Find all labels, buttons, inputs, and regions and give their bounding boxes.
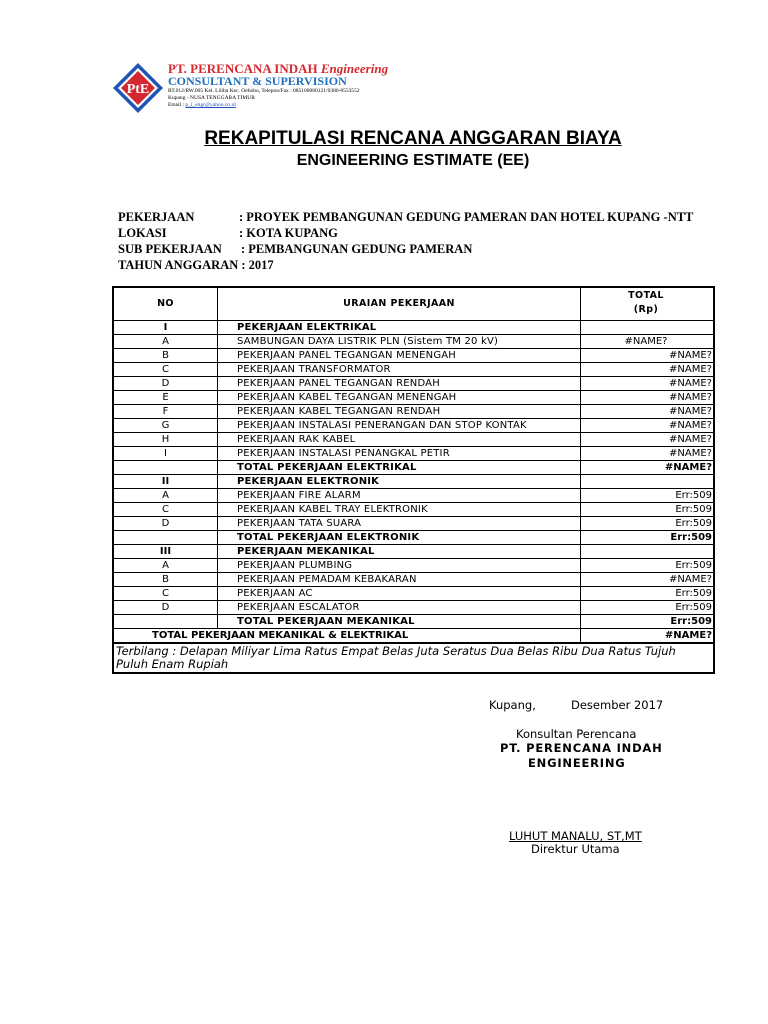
header-total-label: TOTAL	[628, 290, 664, 301]
company-logo	[112, 62, 164, 114]
table-row	[114, 348, 713, 362]
table-row	[114, 502, 713, 516]
table-row	[114, 600, 713, 614]
sub-pekerjaan-value: : PEMBANGUNAN GEDUNG PAMERAN	[241, 242, 473, 256]
row-total: Err:509	[670, 616, 712, 627]
header-no: NO	[157, 298, 174, 309]
table-row	[114, 334, 713, 348]
header-total	[580, 288, 713, 320]
table-row	[114, 418, 713, 432]
pekerjaan-value: : PROYEK PEMBANGUNAN GEDUNG PAMERAN DAN HOTEL KUPANG -NTT	[239, 210, 694, 224]
row-total: #NAME?	[624, 336, 668, 347]
sub-pekerjaan-label: SUB PEKERJAAN	[118, 242, 222, 256]
row-description: PEKERJAAN TATA SUARA	[237, 518, 362, 529]
row-no: II	[161, 476, 170, 487]
grand-total-row	[114, 628, 713, 642]
row-description: PEKERJAAN FIRE ALARM	[237, 490, 361, 501]
row-description: PEKERJAAN AC	[237, 588, 313, 599]
info-sub-pekerjaan	[118, 242, 473, 257]
row-description: PEKERJAAN TRANSFORMATOR	[237, 364, 391, 375]
row-no: E	[162, 392, 169, 403]
table-row	[114, 558, 713, 572]
table-row	[114, 572, 713, 586]
table-row	[114, 432, 713, 446]
row-total: #NAME?	[669, 574, 712, 585]
row-total: #NAME?	[669, 406, 712, 417]
budget-table	[112, 286, 715, 674]
signature-city: Kupang,	[489, 698, 536, 712]
row-no	[114, 615, 217, 628]
row-no: I	[163, 322, 168, 333]
row-total: Err:509	[675, 490, 712, 501]
table-row	[114, 474, 713, 488]
row-total: Err:509	[675, 518, 712, 529]
address-line-1: RT.012/RW.005 Kel. Liliba Kec. Oebobo, Telepon/Fax : 085100080121/0380-8553552	[168, 88, 360, 94]
row-no: A	[162, 490, 169, 501]
table-body	[114, 320, 713, 628]
table-row	[114, 544, 713, 558]
row-description: PEKERJAAN KABEL TRAY ELEKTRONIK	[237, 504, 428, 515]
row-no: D	[161, 518, 170, 529]
document-title	[0, 128, 768, 150]
row-total: #NAME?	[669, 448, 712, 459]
row-no: III	[159, 546, 172, 557]
row-description: PEKERJAAN KABEL TEGANGAN MENENGAH	[237, 392, 457, 403]
company-subtitle: CONSULTANT & SUPERVISION	[168, 74, 347, 88]
signature-date: Desember 2017	[571, 698, 664, 712]
address-line-2: Kupang - NUSA TENGGARA TIMUR	[168, 95, 255, 101]
row-description: PEKERJAAN INSTALASI PENERANGAN DAN STOP KONTAK	[237, 420, 527, 431]
email-label: Email :	[168, 102, 185, 108]
row-total: #NAME?	[664, 462, 712, 473]
row-description: TOTAL PEKERJAAN ELEKTRIKAL	[237, 462, 417, 473]
row-no: C	[162, 504, 169, 515]
row-no: C	[162, 588, 169, 599]
row-description: PEKERJAAN ELEKTRIKAL	[237, 322, 377, 333]
table-row	[114, 404, 713, 418]
row-no: F	[162, 406, 169, 417]
company-name-main: PT. PERENCANA INDAH	[168, 61, 318, 76]
row-total: Err:509	[675, 588, 712, 599]
info-pekerjaan	[118, 210, 694, 225]
signature-role: Konsultan Perencana	[516, 727, 637, 741]
row-description: TOTAL PEKERJAAN MEKANIKAL	[237, 616, 415, 627]
row-no: A	[162, 336, 169, 347]
signature-company-line2: ENGINEERING	[528, 756, 626, 770]
table-row	[114, 530, 713, 544]
table-row	[114, 460, 713, 474]
grand-total-label: TOTAL PEKERJAAN MEKANIKAL & ELEKTRIKAL	[152, 630, 409, 641]
table-header	[114, 288, 713, 320]
row-no	[114, 531, 217, 544]
row-description: PEKERJAAN KABEL TEGANGAN RENDAH	[237, 406, 441, 417]
row-total: #NAME?	[669, 350, 712, 361]
row-description: PEKERJAAN ELEKTRONIK	[237, 476, 380, 487]
row-description: PEKERJAAN PLUMBING	[237, 560, 353, 571]
row-description: PEKERJAAN PANEL TEGANGAN MENENGAH	[237, 350, 457, 361]
row-total: #NAME?	[669, 434, 712, 445]
signatory-name: LUHUT MANALU, ST,MT	[509, 829, 642, 843]
signature-company-line1: PT. PERENCANA INDAH	[500, 741, 663, 755]
row-description: TOTAL PEKERJAAN ELEKTRONIK	[237, 532, 420, 543]
row-total: Err:509	[670, 532, 712, 543]
row-total	[580, 545, 713, 558]
row-no: B	[162, 350, 169, 361]
email-line	[168, 102, 236, 109]
table-row	[114, 586, 713, 600]
signatory-position: Direktur Utama	[531, 842, 620, 856]
row-total: Err:509	[675, 504, 712, 515]
document-subtitle: ENGINEERING ESTIMATE (EE)	[296, 152, 530, 169]
table-row	[114, 446, 713, 460]
row-description: PEKERJAAN INSTALASI PENANGKAL PETIR	[237, 448, 450, 459]
row-description: PEKERJAAN PANEL TEGANGAN RENDAH	[237, 378, 440, 389]
row-no: D	[161, 378, 170, 389]
row-no: G	[161, 420, 170, 431]
row-total: Err:509	[675, 602, 712, 613]
table-row	[114, 362, 713, 376]
row-description: PEKERJAAN PEMADAM KEBAKARAN	[237, 574, 417, 585]
document-title-text: REKAPITULASI RENCANA ANGGARAN BIAYA	[204, 128, 622, 149]
grand-total-value: #NAME?	[664, 630, 712, 641]
table-row	[114, 614, 713, 628]
table-row	[114, 320, 713, 334]
info-lokasi	[118, 226, 338, 241]
row-total: Err:509	[675, 560, 712, 571]
header-total-unit: (Rp)	[633, 304, 659, 315]
row-no: C	[162, 364, 169, 375]
row-description: PEKERJAAN MEKANIKAL	[237, 546, 375, 557]
logo-text: PtE	[126, 82, 150, 97]
table-row	[114, 390, 713, 404]
email-link[interactable]: p_i_engr@yahoo.co.id	[185, 102, 236, 108]
row-no: I	[164, 448, 167, 459]
row-no: D	[161, 602, 170, 613]
lokasi-value: : KOTA KUPANG	[239, 226, 338, 240]
table-row	[114, 376, 713, 390]
row-no: H	[161, 434, 170, 445]
info-tahun-anggaran: TAHUN ANGGARAN : 2017	[118, 258, 274, 272]
row-total: #NAME?	[669, 392, 712, 403]
row-total: #NAME?	[669, 420, 712, 431]
pekerjaan-label: PEKERJAAN	[118, 210, 195, 224]
row-total	[580, 321, 713, 334]
row-no: A	[162, 560, 169, 571]
company-name-suffix: Engineering	[320, 61, 389, 76]
row-no	[114, 461, 217, 474]
row-total	[580, 475, 713, 488]
row-no: B	[162, 574, 169, 585]
row-description: PEKERJAAN ESCALATOR	[237, 602, 360, 613]
row-total: #NAME?	[669, 364, 712, 375]
row-total: #NAME?	[669, 378, 712, 389]
table-row	[114, 516, 713, 530]
terbilang-text: Terbilang : Delapan Miliyar Lima Ratus Empat Belas Juta Seratus Dua Belas Ribu Dua Ratus Tujuh Puluh Enam Rupiah	[114, 642, 713, 672]
row-description: PEKERJAAN RAK KABEL	[237, 434, 356, 445]
header-uraian: URAIAN PEKERJAAN	[343, 298, 455, 309]
table-row	[114, 488, 713, 502]
row-description: SAMBUNGAN DAYA LISTRIK PLN (Sistem TM 20 kV)	[237, 336, 499, 347]
lokasi-label: LOKASI	[118, 226, 167, 240]
